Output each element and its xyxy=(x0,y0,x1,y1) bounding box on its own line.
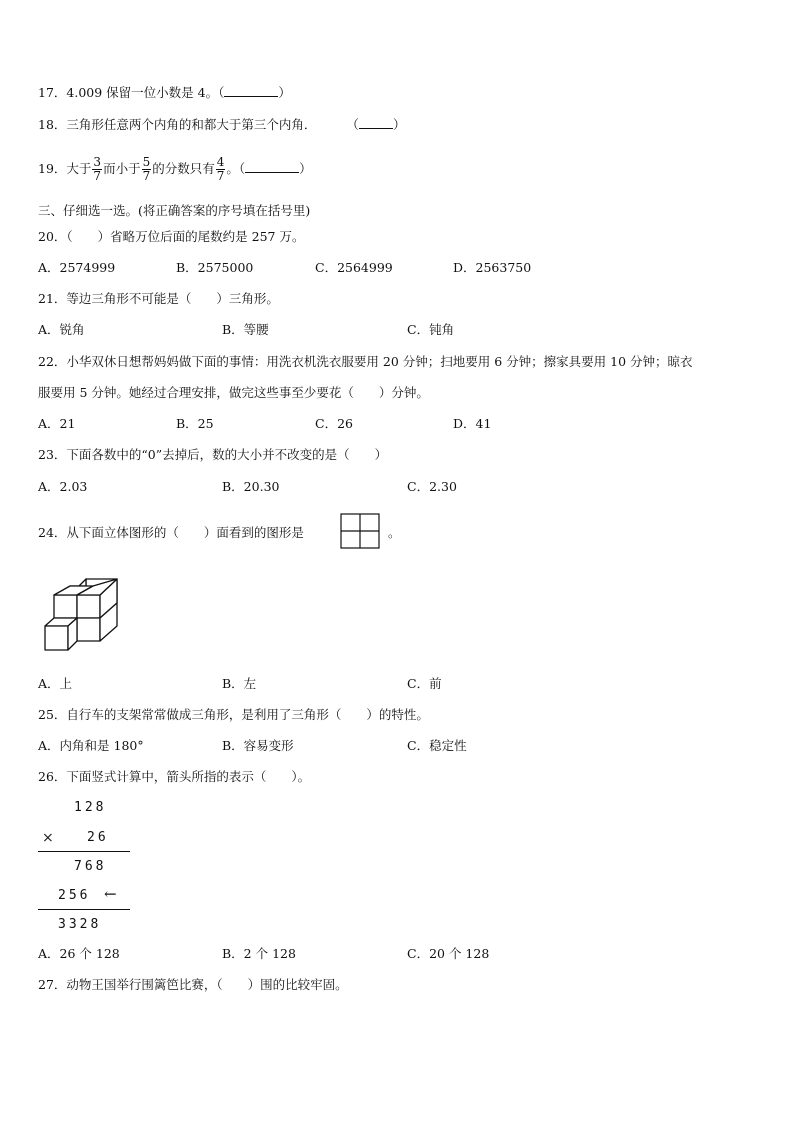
q18-answer-blank[interactable] xyxy=(359,116,393,129)
left-arrow-icon: ← xyxy=(104,885,117,903)
question-18 xyxy=(38,116,405,133)
q20-option-a[interactable]: A．2574999 xyxy=(38,260,116,275)
calc-row-26: 26 xyxy=(87,830,109,845)
q19-answer-blank[interactable] xyxy=(245,160,299,173)
calc-row-768: 768 xyxy=(74,859,107,874)
q19-pre: 大于 xyxy=(66,161,92,176)
q18-open: （ xyxy=(346,117,359,132)
q18-number: 18． xyxy=(38,117,67,132)
question-20: 20．（ ）省略万位后面的尾数约是 257 万。 xyxy=(38,229,305,244)
q19-post: 。（ xyxy=(226,161,246,176)
q19-number: 19． xyxy=(38,161,67,176)
q17-close: ） xyxy=(278,85,291,100)
q24-option-c[interactable]: C．前 xyxy=(407,676,442,691)
q17-number: 17． xyxy=(38,85,67,100)
q17-answer-blank[interactable] xyxy=(224,84,278,97)
q18-close: ） xyxy=(392,117,406,132)
q25-option-c[interactable]: C．稳定性 xyxy=(407,738,467,753)
question-24 xyxy=(38,525,304,541)
calc-line-1 xyxy=(38,851,130,852)
fraction-5-7: $\frac{5}{7}$ xyxy=(142,155,151,183)
q24-post: 。 xyxy=(388,525,401,540)
q23-option-c[interactable]: C．2.30 xyxy=(407,479,457,494)
multiply-sign: × xyxy=(42,830,54,846)
q23-option-b[interactable]: B．20.30 xyxy=(222,479,280,494)
section-heading: 三、仔细选一选。(将正确答案的序号填在括号里) xyxy=(38,203,311,218)
q20-option-c[interactable]: C．2564999 xyxy=(315,260,393,275)
q22-option-a[interactable]: A．21 xyxy=(38,416,76,431)
question-21: 21．等边三角形不可能是（ ）三角形。 xyxy=(38,291,279,306)
q22-option-b[interactable]: B．25 xyxy=(176,416,214,431)
q25-option-a[interactable]: A．内角和是 180° xyxy=(38,738,144,753)
q25-option-b[interactable]: B．容易变形 xyxy=(222,738,294,753)
q20-option-b[interactable]: B．2575000 xyxy=(176,260,254,275)
q24-pre: 24．从下面立体图形的（ ）面看到的图形是 xyxy=(38,525,304,540)
calc-line-2 xyxy=(38,909,130,910)
q21-option-a[interactable]: A．锐角 xyxy=(38,322,85,337)
q19-close: ） xyxy=(299,161,312,176)
q23-option-a[interactable]: A．2.03 xyxy=(38,479,88,494)
cube-stack-figure xyxy=(42,578,122,652)
q26-option-b[interactable]: B．2 个 128 xyxy=(222,946,296,961)
question-22-line1: 22．小华双休日想帮妈妈做下面的事情：用洗衣机洗衣服要用 20 分钟；扫地要用 6 分钟；擦家具要用 10 分钟；晾衣 xyxy=(38,354,693,369)
question-19 xyxy=(38,152,312,186)
q26-option-c[interactable]: C．20 个 128 xyxy=(407,946,490,961)
q17-text: 4.009 保留一位小数是 4。（ xyxy=(66,85,225,100)
question-27: 27．动物王国举行围篱笆比赛，（ ）围的比较牢固。 xyxy=(38,977,348,992)
question-25: 25．自行车的支架常常做成三角形，是利用了三角形（ ）的特性。 xyxy=(38,707,429,722)
question-17 xyxy=(38,84,291,101)
calc-row-256: 256 xyxy=(58,888,91,903)
view-grid-icon xyxy=(340,513,380,549)
q24-option-a[interactable]: A．上 xyxy=(38,676,73,691)
calc-row-128: 128 xyxy=(74,800,107,815)
calc-row-3328: 3328 xyxy=(58,917,102,932)
q22-option-d[interactable]: D．41 xyxy=(453,416,492,431)
fraction-4-7: $\frac{4}{7}$ xyxy=(216,155,225,183)
q24-option-b[interactable]: B．左 xyxy=(222,676,257,691)
q26-option-a[interactable]: A．26 个 128 xyxy=(38,946,120,961)
question-22-line2: 服要用 5 分钟。她经过合理安排，做完这些事至少要花（ ）分钟。 xyxy=(38,385,429,400)
fraction-3-7: $\frac{3}{7}$ xyxy=(93,155,102,183)
q19-mid: 而小于 xyxy=(103,161,141,176)
q21-option-b[interactable]: B．等腰 xyxy=(222,322,269,337)
question-26: 26．下面竖式计算中，箭头所指的表示（ ）。 xyxy=(38,769,311,784)
q19-mid2: 的分数只有 xyxy=(152,161,215,176)
q18-text: 三角形任意两个内角的和都大于第三个内角． xyxy=(66,117,317,132)
q22-option-c[interactable]: C．26 xyxy=(315,416,353,431)
question-23: 23．下面各数中的“0”去掉后，数的大小并不改变的是（ ） xyxy=(38,447,388,462)
q21-option-c[interactable]: C．钝角 xyxy=(407,322,455,337)
q20-option-d[interactable]: D．2563750 xyxy=(453,260,532,275)
